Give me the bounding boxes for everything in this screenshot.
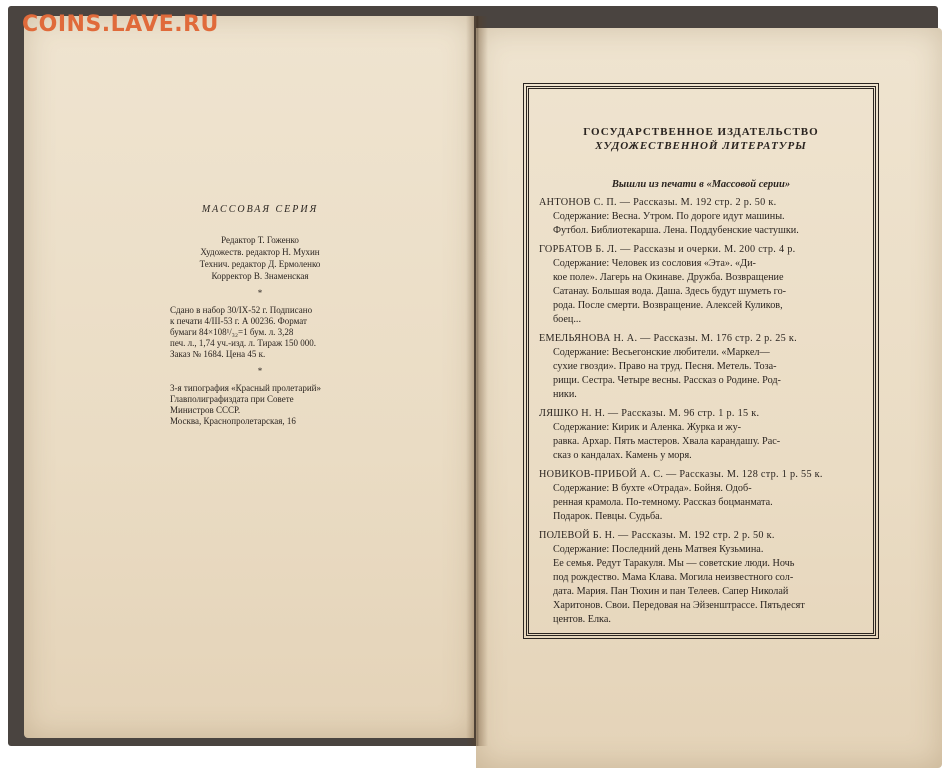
print-info-line: Сдано в набор 30/IX-52 г. Подписано — [170, 305, 313, 315]
entry-contents-line: Содержание: Весьегонские любители. «Маркел— — [553, 347, 770, 358]
catalog-entry — [539, 529, 863, 627]
printer-info-line: 3-я типография «Красный пролетарий» — [170, 383, 321, 393]
separator-star: * — [257, 288, 263, 298]
catalog-entry — [539, 332, 863, 402]
series-title: МАССОВАЯ СЕРИЯ — [201, 204, 319, 215]
entry-contents-line: дата. Мария. Пан Тюхин и пан Телеев. Сапер Николай — [553, 586, 789, 597]
printer-info-line: Министров СССР. — [170, 405, 241, 415]
printer-info-line: Москва, Краснопролетарская, 16 — [170, 416, 296, 426]
catalog-entry — [539, 407, 863, 463]
catalog-entry — [539, 196, 863, 238]
print-info-line: к печати 4/III-53 г. А 00236. Формат — [170, 316, 307, 326]
catalog-entries — [529, 196, 873, 627]
print-info-line: печ. л., 1,74 уч.-изд. л. Тираж 150 000. — [170, 338, 316, 348]
imprint-block — [160, 204, 360, 427]
entry-contents-line: под рождество. Мама Клава. Могила неизвестного сол- — [553, 572, 794, 583]
entry-contents-line: Сатанау. Большая вода. Даша. Здесь будут шуметь го- — [553, 286, 787, 297]
entry-contents-line: ники. — [553, 389, 577, 400]
entry-contents-line: кое поле». Лагерь на Окинаве. Дружба. Возвращение — [553, 272, 784, 283]
entry-contents-line: равка. Архар. Пять мастеров. Хвала карандашу. Рас- — [553, 436, 781, 447]
print-info-line: Заказ № 1684. Цена 45 к. — [170, 349, 266, 359]
entry-contents-line: Содержание: Последний день Матвея Кузьмина. — [553, 544, 764, 555]
entry-contents-line: сказ о кандалах. Камень у моря. — [553, 450, 692, 461]
entry-heading: ЕМЕЛЬЯНОВА Н. А. — Рассказы. М. 176 стр. 2 р. 25 к. — [539, 333, 797, 344]
entry-heading: АНТОНОВ С. П. — Рассказы. М. 192 стр. 2 р. 50 к. — [539, 197, 777, 208]
publisher-heading — [529, 125, 873, 153]
credit-art-editor: Художеств. редактор Н. Мухин — [200, 247, 320, 257]
entry-contents-line: боец... — [553, 314, 582, 325]
printer-info — [160, 383, 360, 427]
publisher-line2: ХУДОЖЕСТВЕННОЙ ЛИТЕРАТУРЫ — [595, 140, 807, 152]
entry-contents-line: Содержание: Кирик и Аленка. Журка и жу- — [553, 422, 742, 433]
entry-contents-line: Содержание: Человек из сословия «Эта». «Ди- — [553, 258, 756, 269]
publisher-line1: ГОСУДАРСТВЕННОЕ ИЗДАТЕЛЬСТВО — [583, 126, 819, 138]
entry-contents-line: рищи. Сестра. Четыре весны. Рассказ о Родине. Род- — [553, 375, 781, 386]
catalog-entry — [539, 243, 863, 327]
entry-heading: ЛЯШКО Н. Н. — Рассказы. М. 96 стр. 1 р. 15 к. — [539, 408, 760, 419]
entry-contents-line: Ее семья. Редут Таракуля. Мы — советские люди. Ночь — [553, 558, 795, 569]
credits — [160, 235, 360, 282]
credit-editor: Редактор Т. Гоженко — [221, 235, 299, 245]
entry-contents-line: сухие гвозди». Право на труд. Песня. Метель. Тоза- — [553, 361, 777, 372]
entry-contents-line: центов. Елка. — [553, 614, 611, 625]
catalog-entry — [539, 468, 863, 524]
separator-star: * — [257, 366, 263, 376]
entry-contents-line: Подарок. Певцы. Судьба. — [553, 511, 663, 522]
entry-heading: ПОЛЕВОЙ Б. Н. — Рассказы. М. 192 стр. 2 р. 50 к. — [539, 530, 775, 541]
catalog-frame — [526, 86, 876, 636]
entry-heading: ГОРБАТОВ Б. Л. — Рассказы и очерки. М. 200 стр. 4 р. — [539, 244, 796, 255]
entry-contents-line: Футбол. Библиотекарша. Лена. Поддубенские частушки. — [553, 225, 799, 236]
watermark: COINS.LAVE.RU — [22, 12, 219, 37]
book-gutter — [466, 16, 488, 746]
printer-info-line: Главполиграфиздата при Совете — [170, 394, 294, 404]
credit-proofreader: Корректор В. Знаменская — [211, 271, 309, 281]
entry-contents-line: Харитонов. Свои. Передовая на Эйзенштрассе. Пятьдесят — [553, 600, 805, 611]
print-info-line: бумаги 84×108¹/₃₂=1 бум. л. 3,28 — [170, 327, 294, 337]
entry-contents-line: Содержание: В бухте «Отрада». Бойня. Одоб- — [553, 483, 752, 494]
credit-tech-editor: Технич. редактор Д. Ермоленко — [199, 259, 321, 269]
entry-contents-line: Содержание: Весна. Утром. По дороге идут машины. — [553, 211, 785, 222]
entry-heading: НОВИКОВ-ПРИБОЙ А. С. — Рассказы. М. 128 стр. 1 р. 55 к. — [539, 469, 823, 480]
entry-contents-line: рода. После смерти. Возвращение. Алексей Куликов, — [553, 300, 783, 311]
entry-contents-line: ренная крамола. По-темному. Рассказ боцманмата. — [553, 497, 773, 508]
print-info — [160, 305, 360, 360]
released-heading: Вышли из печати в «Массовой серии» — [611, 179, 791, 190]
